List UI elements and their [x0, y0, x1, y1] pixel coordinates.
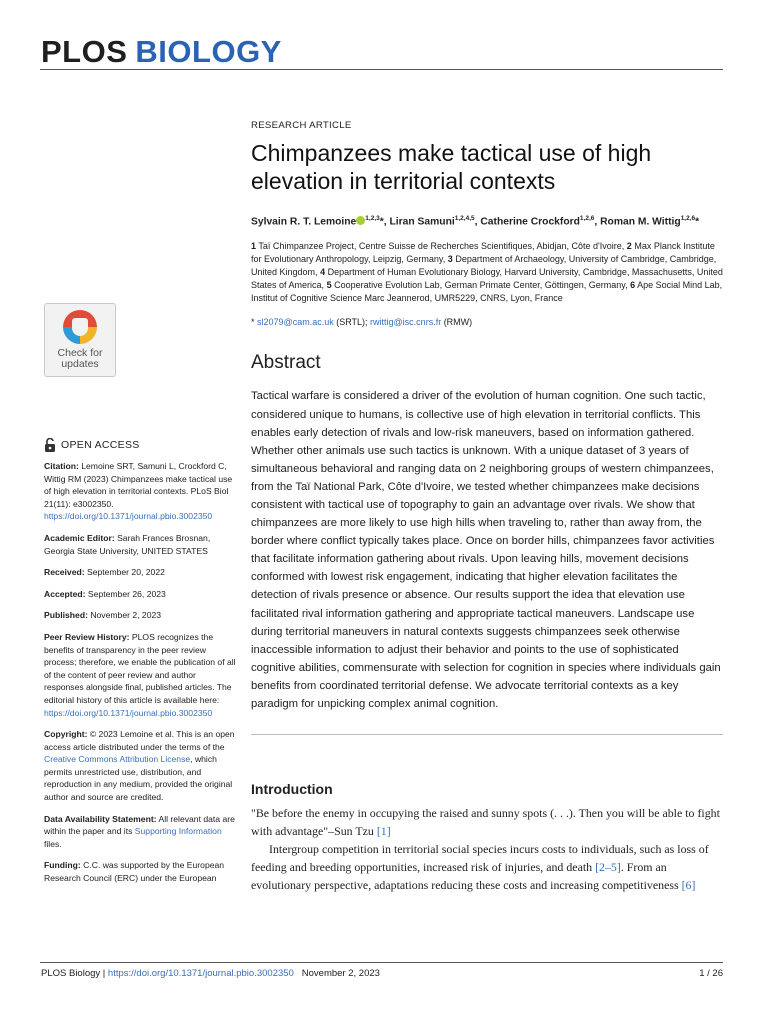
introduction-body [251, 804, 723, 894]
copyright-label: Copyright: [44, 729, 88, 740]
contact-initials: (RMW) [441, 317, 473, 328]
affiliations [251, 240, 723, 305]
intro-text: Intergroup competition in territorial social species incurs costs to individuals, such as loss of feeding and breeding opportunities, increased risk of injuries, and death [251, 842, 709, 875]
citation-label: Citation: [44, 461, 79, 471]
author-name[interactable]: Catherine Crockford [480, 216, 580, 228]
license-link[interactable]: Creative Commons Attribution License [44, 754, 191, 765]
footer-citation [41, 968, 380, 979]
orcid-icon[interactable] [356, 216, 365, 225]
badge-line1: Check for [57, 347, 103, 359]
affiliation-number: 4 [320, 267, 326, 278]
affiliation-text: Max Planck Institute for Evolutionary Anthropology, Leipzig, Germany, [251, 241, 715, 265]
header-divider [40, 69, 723, 70]
accepted-date: September 26, 2023 [85, 588, 166, 599]
citation-doi-link[interactable]: https://doi.org/10.1371/journal.pbio.3002350 [44, 511, 213, 522]
check-for-updates-badge[interactable] [44, 303, 116, 377]
open-lock-icon [44, 438, 56, 452]
reference-link[interactable]: [6] [681, 878, 696, 893]
peer-review-block [44, 631, 236, 719]
data-availability-block [44, 813, 236, 851]
footer-date: November 2, 2023 [301, 968, 380, 979]
corresponding-mark: *, [379, 216, 390, 228]
supporting-information-link[interactable]: Supporting Information [134, 826, 222, 837]
affiliation-number: 2 [626, 241, 632, 252]
email-link-wittig[interactable]: rwittig@isc.cnrs.fr [370, 317, 442, 328]
abstract-body: Tactical warfare is considered a driver of the evolution of human cognition. One such tactic, considered unique to humans, is collective use of high elevation in territorial conflicts. This enables early detection of rivals and low-risk maneuvers, based on information gathered. Whether other animals use such tactics is unknown. With a unique dataset of 3 years of simultaneous behavioral and ranging data on 2 neighboring groups of western chimpanzees, from the Taï National Park, Côte d'Ivoire, we tested whether chimpanzees make decisions consistent with tactical use of topography to gain an advantage over rivals. We show that chimpanzees are more likely to use high hills when traveling to, rather than away from, the border where conflict typically takes place. Once on border hills, chimpanzees favor activities that facilitate information gathering about rivals. Upon leaving hills, movement decisions conformed with lowest risk engagement, indicating that higher elevation facilitates the detection of rivals presence or absence. Our results support the idea that elevation use facilitated rival information gathering and appropriate tactical maneuvers. Landscape use during territorial maneuvers in natural contexts suggests chimpanzees seek otherwise inaccessible information to adjust their behavior and points to the use of sophisticated cognitive abilities, commensurate with selection for cognition in species where individuals gain benefits from coordinated territorial defense. We advocate territorial contexts as a key paradigm for unpicking complex animal cognition. [251, 390, 721, 711]
published-label: Published: [44, 610, 88, 621]
funding-block [44, 859, 236, 884]
academic-editor-block [44, 532, 236, 557]
affiliation-number: 1 [251, 241, 257, 252]
published-block [44, 609, 236, 622]
article-main [251, 120, 723, 894]
author-separator: , [474, 216, 481, 228]
affiliation-text: Department of Archaeology, University of Cambridge, Cambridge, United Kingdom, [251, 254, 717, 278]
article-title: Chimpanzees make tactical use of high elevation in territorial contexts [251, 140, 652, 194]
author-affiliation-marks: 1,2,4,5 [454, 215, 475, 222]
peer-review-text: PLOS recognizes the benefits of transparency in the peer review process; therefore, we enable the publication of all of the content of peer review and author responses alongside final, published articles. The editorial history of this article is available here: [44, 631, 236, 705]
reference-link[interactable]: [1] [376, 824, 391, 839]
data-availability-text: All relevant data are within the paper and its [44, 813, 235, 837]
corresponding-contact [251, 317, 723, 327]
open-access-label [44, 438, 236, 452]
accepted-label: Accepted: [44, 588, 86, 599]
author-name[interactable]: Liran Samuni [389, 216, 455, 228]
accepted-block [44, 588, 236, 601]
data-availability-label: Data Availability Statement: [44, 813, 157, 824]
affiliation-text: Cooperative Evolution Lab, German Primate Center, Göttingen, Germany, [334, 280, 628, 291]
reference-link[interactable]: [2–5] [595, 860, 621, 875]
open-access-text: OPEN ACCESS [61, 438, 140, 451]
author-affiliation-marks: 1,2,6 [680, 215, 696, 222]
intro-paragraph [251, 804, 723, 840]
copyright-text: © 2023 Lemoine et al. This is an open access article distributed under the terms of the [44, 729, 235, 752]
funding-label: Funding: [44, 860, 81, 871]
author-affiliation-marks: 1,2,3 [365, 215, 380, 222]
citation-block [44, 460, 236, 523]
footer-doi-link[interactable]: https://doi.org/10.1371/journal.pbio.3002350 [107, 968, 294, 979]
copyright-block [44, 728, 236, 804]
corresponding-mark: * [695, 216, 700, 228]
email-link-lemoine[interactable]: sl2079@cam.ac.uk [257, 317, 334, 328]
peer-review-link[interactable]: https://doi.org/10.1371/journal.pbio.3002350 [44, 707, 213, 718]
author-name[interactable]: Roman M. Wittig [600, 216, 681, 228]
editor-label: Academic Editor: [44, 532, 115, 543]
copyright-text-end: , which permits unrestricted use, distribution, and reproduction in any medium, provided the original author and source are credited. [44, 754, 233, 803]
introduction-heading: Introduction [251, 781, 333, 798]
article-metadata-sidebar [44, 438, 236, 894]
abstract-heading: Abstract [251, 352, 321, 374]
page-number: 1 / 26 [699, 968, 723, 979]
data-availability-text-end: files. [44, 838, 62, 849]
affiliation-number: 3 [447, 254, 453, 265]
footer-divider [40, 962, 723, 963]
affiliation-number: 6 [630, 280, 636, 291]
received-block [44, 566, 236, 579]
logo-plos: PLOS [41, 34, 128, 69]
affiliation-number: 5 [326, 280, 332, 291]
journal-logo[interactable] [41, 34, 282, 70]
author-name[interactable]: Sylvain R. T. Lemoine [251, 216, 357, 228]
badge-line2: updates [61, 358, 99, 370]
badge-label [45, 348, 115, 370]
author-separator: , [594, 216, 601, 228]
funding-text: C.C. was supported by the European Research Council (ERC) under the European [44, 860, 225, 884]
affiliation-text: Ape Social Mind Lab, Institut of Cognitive Science Marc Jeannerod, UMR5229, CNRS, Lyon, France [251, 280, 723, 304]
footer-journal: PLOS Biology [41, 968, 101, 979]
intro-text: . From an evolutionary perspective, adaptations reducing these costs and increasing competitiveness [251, 860, 682, 893]
contact-initials: (SRTL); [333, 317, 371, 328]
author-affiliation-marks: 1,2,6 [579, 215, 595, 222]
affiliation-text: Department of Human Evolutionary Biology, Harvard University, Cambridge, Massachusetts, United States of America, [251, 267, 723, 291]
peer-review-label: Peer Review History: [44, 631, 130, 642]
corresponding-star: * [251, 317, 255, 328]
intro-quote: "Be before the enemy in occupying the raised and sunny spots (. . .). Then you will be able to fight with advantage"–Sun Tzu [251, 806, 720, 839]
received-label: Received: [44, 567, 85, 578]
citation-text: Lemoine SRT, Samuni L, Crockford C, Wittig RM (2023) Chimpanzees make tactical use of high elevation in territorial contexts. PLoS Biol 21(11): e3002350. [44, 461, 233, 509]
intro-paragraph [251, 840, 723, 894]
abstract-divider [251, 734, 723, 735]
footer-separator: | [100, 968, 108, 979]
affiliation-text: Taï Chimpanzee Project, Centre Suisse de Recherches Scientifiques, Abidjan, Côte d'Ivoire, [258, 241, 625, 252]
author-list [251, 213, 723, 228]
article-type: RESEARCH ARTICLE [251, 120, 352, 131]
published-date: November 2, 2023 [87, 610, 162, 621]
check-for-updates-icon [63, 310, 97, 344]
logo-biology: BIOLOGY [135, 34, 282, 69]
received-date: September 20, 2022 [84, 567, 165, 578]
editor-text: Sarah Frances Brosnan, Georgia State University, UNITED STATES [44, 532, 211, 556]
